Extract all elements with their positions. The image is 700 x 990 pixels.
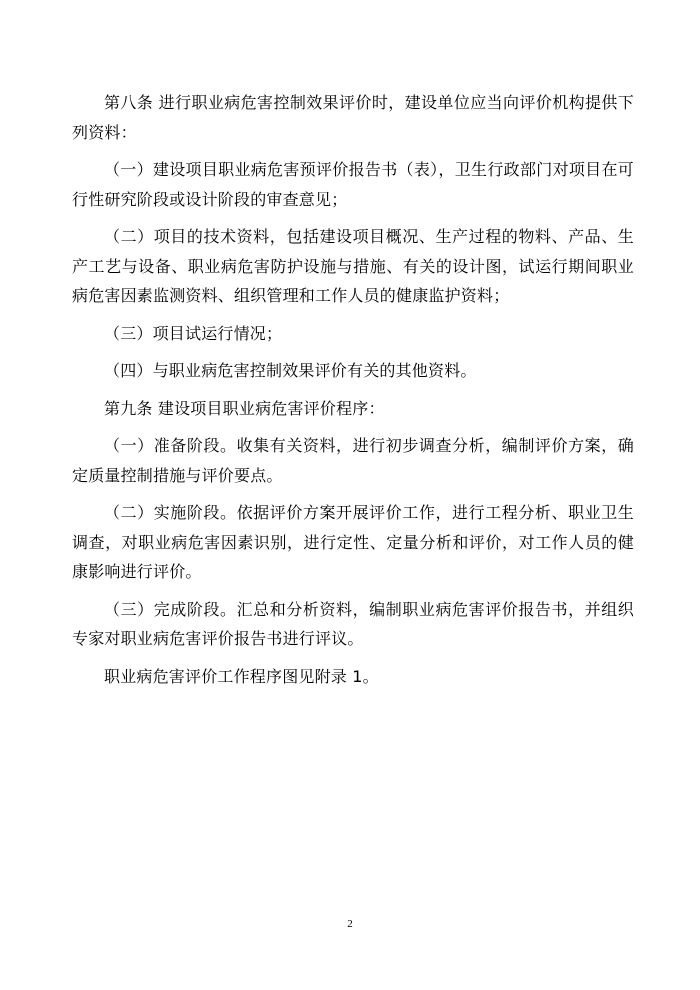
page-number: 2 [347,918,353,930]
article-8-item-4: （四）与职业病危害控制效果评价有关的其他资料。 [104,361,477,380]
article-9-item-2: （二）实施阶段。依据评价方案开展评价工作，进行工程分析、职业卫生调查，对职业病危害因素识别，进行定性、定量分析和评价，对工作人员的健康影响进行评价。 [72,503,634,581]
document-body [72,88,634,699]
article-9-intro: 第九条 建设项目职业病危害评价程序： [104,398,385,418]
article-8-item-2: （二）项目的技术资料，包括建设项目概况、生产过程的物料、产品、生产工艺与设备、职业病危害防护设施与措施、有关的设计图，试运行期间职业病危害因素监测资料、组织管理和工作人员的健康监护资料； [72,227,634,305]
article-8-item-3: （三）项目试运行情况； [104,323,283,343]
article-9-item-1: （一）准备阶段。收集有关资料，进行初步调查分析，编制评价方案，确定质量控制措施与评价要点。 [72,436,634,485]
appendix-reference: 职业病危害评价工作程序图见附录 1。 [104,666,379,686]
article-8-intro: 第八条 进行职业病危害控制效果评价时，建设单位应当向评价机构提供下列资料： [72,93,634,142]
article-8-item-1: （一）建设项目职业病危害预评价报告书（表），卫生行政部门对项目在可行性研究阶段或设计阶段的审查意见； [72,160,634,209]
article-9-item-3: （三）完成阶段。汇总和分析资料，编制职业病危害评价报告书，并组织专家对职业病危害评价报告书进行评议。 [72,599,634,648]
